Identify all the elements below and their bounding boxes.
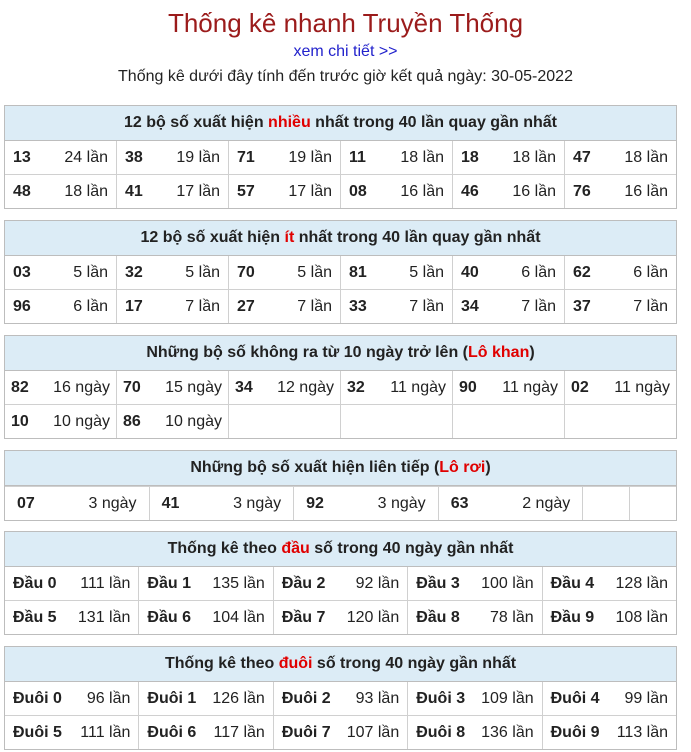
table-cell (228, 371, 340, 404)
count-value: 104 lần (212, 608, 265, 626)
table-cell (5, 601, 138, 634)
number-value: Đầu 1 (147, 574, 191, 592)
number-value: 40 (461, 263, 479, 281)
count-value: 117 lần (213, 723, 265, 741)
count-value: 11 ngày (390, 378, 446, 396)
number-value: 32 (347, 378, 365, 396)
count-value: 18 lần (624, 148, 668, 166)
table-cell (340, 256, 452, 289)
table-cell (116, 175, 228, 208)
page-header (0, 0, 691, 88)
least-frequent-section (4, 220, 677, 324)
table-cell (5, 371, 116, 404)
title-highlight: ít (284, 229, 295, 246)
empty-cell (452, 405, 564, 438)
number-value: 11 (349, 148, 366, 166)
count-value: 128 lần (615, 574, 669, 592)
table-cell (542, 567, 676, 600)
number-value: 47 (573, 148, 591, 166)
table-row (5, 715, 676, 749)
number-value: 08 (349, 182, 367, 200)
stats-grid (5, 371, 676, 438)
duoi-section (4, 646, 677, 750)
number-value: 34 (461, 297, 479, 315)
count-value: 7 lần (633, 297, 668, 315)
number-value: 62 (573, 263, 591, 281)
count-value: 17 lần (288, 182, 332, 200)
table-cell (116, 371, 228, 404)
count-value: 5 lần (297, 263, 332, 281)
count-value: 126 lần (212, 689, 265, 707)
count-value: 135 lần (212, 574, 265, 592)
table-row (5, 404, 676, 438)
count-value: 16 lần (400, 182, 444, 200)
number-value: 86 (123, 412, 141, 430)
count-value: 6 lần (73, 297, 108, 315)
table-row (5, 600, 676, 634)
table-row (5, 256, 676, 289)
table-cell (452, 290, 564, 323)
empty-cell (582, 487, 629, 520)
table-cell (138, 601, 272, 634)
table-row (5, 174, 676, 208)
view-detail-link[interactable]: xem chi tiết >> (293, 43, 398, 60)
table-cell (340, 371, 452, 404)
count-value: 113 lần (616, 723, 669, 741)
number-value: Đuôi 6 (147, 723, 197, 741)
number-value: 82 (11, 378, 29, 396)
lo-roi-row (5, 486, 676, 520)
number-value: 46 (461, 182, 479, 200)
table-cell (138, 682, 272, 715)
count-value: 111 lần (80, 574, 131, 592)
section-title (5, 221, 676, 256)
table-cell (564, 141, 676, 174)
table-cell (564, 290, 676, 323)
number-value: Đuôi 4 (550, 689, 600, 707)
number-value: Đầu 6 (147, 608, 191, 626)
table-cell (228, 141, 340, 174)
table-cell (5, 405, 116, 438)
number-value: 33 (349, 297, 367, 315)
table-cell (228, 290, 340, 323)
number-value: Đuôi 7 (281, 723, 331, 741)
lo-khan-section (4, 335, 677, 439)
table-row (5, 289, 676, 323)
table-row (5, 682, 676, 715)
number-value: Đầu 7 (281, 608, 326, 626)
title-highlight: đầu (281, 540, 310, 557)
number-value: 41 (125, 182, 143, 200)
lo-roi-section (4, 450, 677, 521)
table-cell (564, 371, 676, 404)
number-value: Đuôi 3 (416, 689, 466, 707)
title-text: Thống kê theo (167, 540, 282, 557)
count-value: 18 lần (512, 148, 556, 166)
number-value: 13 (13, 148, 31, 166)
number-value: 92 (306, 494, 324, 512)
table-cell (5, 682, 138, 715)
count-value: 19 lần (288, 148, 332, 166)
count-value: 100 lần (481, 574, 534, 592)
number-value: Đuôi 1 (147, 689, 197, 707)
number-value: 18 (461, 148, 479, 166)
count-value: 5 lần (409, 263, 444, 281)
number-value: 90 (459, 378, 477, 396)
table-cell (273, 682, 407, 715)
section-title (5, 532, 676, 567)
count-value: 11 ngày (614, 378, 670, 396)
count-value: 16 ngày (53, 378, 110, 396)
count-value: 5 lần (185, 263, 220, 281)
title-text: số trong 40 ngày gần nhất (312, 655, 517, 672)
number-value: 03 (13, 263, 31, 281)
number-value: 07 (17, 494, 35, 512)
table-cell (5, 141, 116, 174)
page-title: Thống kê nhanh Truyền Thống (167, 8, 524, 38)
section-title (5, 647, 676, 682)
count-value: 99 lần (624, 689, 669, 707)
count-value: 131 lần (77, 608, 131, 626)
table-cell (228, 256, 340, 289)
table-cell (116, 290, 228, 323)
title-text: nhất trong 40 lần quay gần nhất (294, 229, 541, 246)
table-cell (340, 141, 452, 174)
empty-cell (629, 487, 676, 520)
table-cell (542, 601, 676, 634)
count-value: 24 lần (64, 148, 108, 166)
count-value: 7 lần (297, 297, 332, 315)
most-frequent-section (4, 105, 677, 209)
count-value: 78 lần (490, 608, 534, 626)
count-value: 16 lần (624, 182, 668, 200)
table-cell (5, 716, 138, 749)
count-value: 12 ngày (277, 378, 334, 396)
count-value: 2 ngày (522, 494, 571, 512)
count-value: 3 ngày (233, 494, 282, 512)
table-cell (273, 567, 407, 600)
table-cell (452, 256, 564, 289)
table-cell (564, 175, 676, 208)
table-row (5, 141, 676, 174)
number-value: 27 (237, 297, 255, 315)
count-value: 15 ngày (165, 378, 222, 396)
section-title (5, 451, 676, 486)
date-line: Thống kê dưới đây tính đến trước giờ kết quả ngày: 30-05-2022 (118, 68, 573, 85)
title-highlight: đuôi (278, 655, 313, 672)
number-value: 76 (573, 182, 591, 200)
title-highlight: nhiều (268, 114, 311, 131)
count-value: 18 lần (400, 148, 444, 166)
stats-grid (5, 141, 676, 208)
table-cell (340, 175, 452, 208)
number-value: Đuôi 5 (13, 723, 62, 741)
title-text: 12 bộ số xuất hiện (124, 114, 269, 131)
title-text: 12 bộ số xuất hiện (140, 229, 285, 246)
count-value: 111 lần (80, 723, 131, 741)
number-value: Đuôi 8 (416, 723, 466, 741)
count-value: 16 lần (512, 182, 556, 200)
table-cell (116, 256, 228, 289)
count-value: 93 lần (355, 689, 400, 707)
count-value: 7 lần (409, 297, 444, 315)
empty-cell (564, 405, 676, 438)
number-value: Đuôi 0 (13, 689, 62, 707)
count-value: 3 ngày (88, 494, 137, 512)
count-value: 92 lần (355, 574, 400, 592)
number-value: 38 (125, 148, 143, 166)
table-cell (5, 567, 138, 600)
number-value: 70 (237, 263, 255, 281)
dau-section (4, 531, 677, 635)
stats-grid (5, 567, 676, 634)
table-cell (149, 487, 294, 520)
number-value: 96 (13, 297, 31, 315)
title-text: Những bộ số không ra từ 10 ngày trở lên ( (146, 344, 468, 361)
number-value: Đầu 5 (13, 608, 57, 626)
empty-cell (228, 405, 340, 438)
title-highlight: Lô khan (468, 344, 530, 361)
count-value: 3 ngày (377, 494, 426, 512)
number-value: 71 (237, 148, 255, 166)
section-title (5, 336, 676, 371)
table-row (5, 567, 676, 600)
count-value: 18 lần (64, 182, 108, 200)
count-value: 96 lần (86, 689, 131, 707)
number-value: 41 (161, 494, 180, 512)
number-value: 34 (235, 378, 253, 396)
table-cell (542, 682, 676, 715)
table-cell (5, 175, 116, 208)
number-value: 17 (125, 297, 143, 315)
number-value: 57 (237, 182, 255, 200)
count-value: 17 lần (176, 182, 220, 200)
table-cell (228, 175, 340, 208)
count-value: 10 ngày (165, 412, 222, 430)
section-title (5, 106, 676, 141)
number-value: Đầu 3 (416, 574, 460, 592)
table-cell (452, 141, 564, 174)
number-value: 37 (573, 297, 591, 315)
table-cell (273, 716, 407, 749)
number-value: Đầu 0 (13, 574, 57, 592)
table-cell (138, 567, 272, 600)
table-cell (407, 567, 541, 600)
number-value: Đầu 2 (281, 574, 326, 592)
table-cell (273, 601, 407, 634)
count-value: 136 lần (481, 723, 534, 741)
number-value: 02 (571, 378, 589, 396)
number-value: 48 (13, 182, 31, 200)
table-cell (407, 601, 541, 634)
title-highlight: Lô rơi (439, 459, 486, 476)
count-value: 7 lần (521, 297, 556, 315)
count-value: 5 lần (73, 263, 108, 281)
title-text: Thống kê theo (164, 655, 279, 672)
table-cell (542, 716, 676, 749)
number-value: Đầu 9 (550, 608, 595, 626)
table-cell (5, 487, 149, 520)
count-value: 7 lần (185, 297, 220, 315)
table-cell (407, 716, 541, 749)
number-value: Đuôi 2 (281, 689, 331, 707)
count-value: 19 lần (176, 148, 220, 166)
title-text: số trong 40 ngày gần nhất (309, 540, 514, 557)
stats-grid (5, 256, 676, 323)
title-text: ) (529, 344, 535, 361)
table-cell (452, 175, 564, 208)
count-value: 108 lần (615, 608, 669, 626)
count-value: 120 lần (346, 608, 400, 626)
table-cell (452, 371, 564, 404)
number-value: 81 (349, 263, 367, 281)
number-value: Đuôi 9 (550, 723, 600, 741)
stats-grid (5, 682, 676, 749)
empty-cell (340, 405, 452, 438)
count-value: 6 lần (633, 263, 668, 281)
table-row (5, 371, 676, 404)
number-value: Đầu 4 (550, 574, 595, 592)
table-cell (5, 256, 116, 289)
number-value: 10 (11, 412, 29, 430)
table-cell (5, 290, 116, 323)
title-text: nhất trong 40 lần quay gần nhất (310, 114, 557, 131)
table-cell (116, 405, 228, 438)
table-cell (564, 256, 676, 289)
count-value: 109 lần (481, 689, 534, 707)
table-cell (438, 487, 583, 520)
count-value: 11 ngày (502, 378, 558, 396)
number-value: 70 (123, 378, 141, 396)
number-value: 32 (125, 263, 143, 281)
number-value: 63 (450, 494, 469, 512)
table-cell (116, 141, 228, 174)
table-cell (138, 716, 272, 749)
table-cell (407, 682, 541, 715)
table-cell (340, 290, 452, 323)
title-text: Những bộ số xuất hiện liên tiếp ( (190, 459, 440, 476)
count-value: 6 lần (521, 263, 556, 281)
title-text: ) (485, 459, 491, 476)
table-cell (293, 487, 438, 520)
count-value: 10 ngày (53, 412, 110, 430)
count-value: 107 lần (346, 723, 400, 741)
number-value: Đầu 8 (416, 608, 460, 626)
